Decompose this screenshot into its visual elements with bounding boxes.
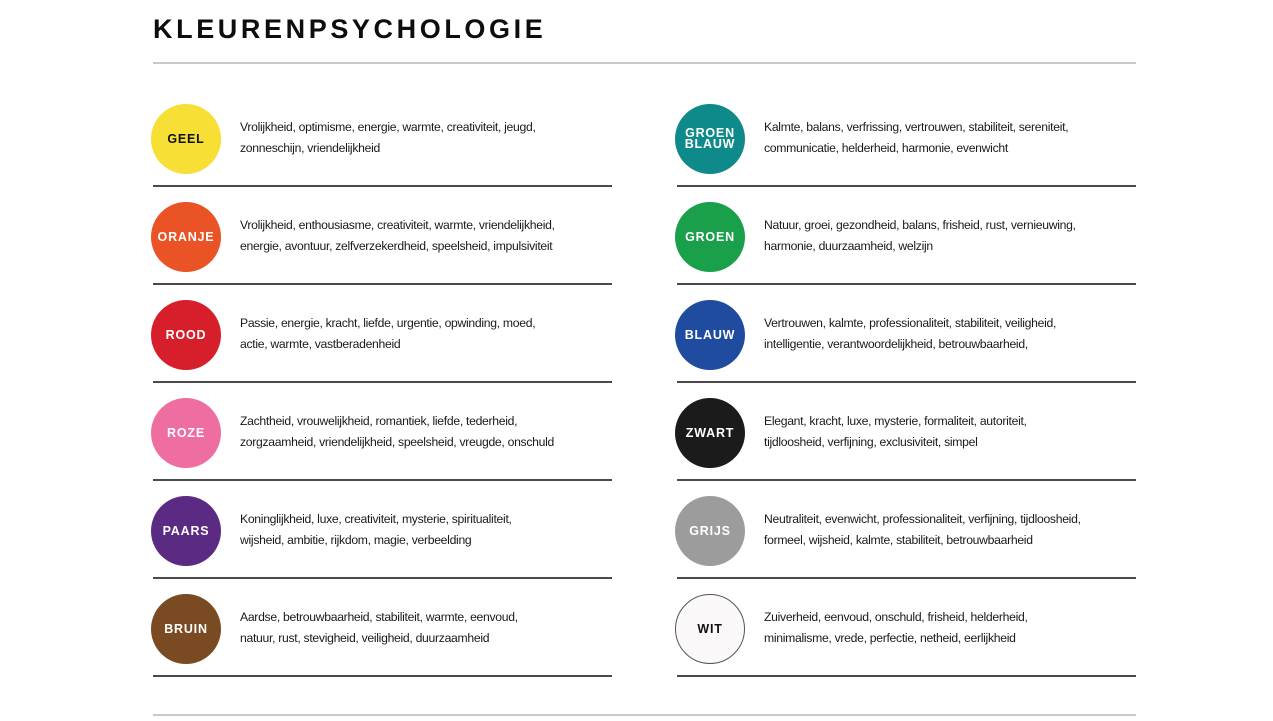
description-line: minimalisme, vrede, perfectie, netheid, eerlijkheid: [764, 631, 1016, 645]
color-description: [764, 411, 1134, 453]
description-line: energie, avontuur, zelfverzekerdheid, speelsheid, impulsiviteit: [240, 239, 553, 253]
color-swatch: ZWART: [675, 398, 745, 468]
color-swatch: ROZE: [151, 398, 221, 468]
description-line: Elegant, kracht, luxe, mysterie, formaliteit, autoriteit,: [764, 414, 1027, 428]
description-line: Neutraliteit, evenwicht, professionaliteit, verfijning, tijdloosheid,: [764, 512, 1081, 526]
description-line: intelligentie, verantwoordelijkheid, betrouwbaarheid,: [764, 337, 1028, 351]
color-description: [240, 607, 610, 649]
color-swatch: PAARS: [151, 496, 221, 566]
color-description: [240, 509, 610, 551]
color-row: [677, 89, 1136, 187]
color-swatch: BLAUW: [675, 300, 745, 370]
description-line: Passie, energie, kracht, liefde, urgentie, opwinding, moed,: [240, 316, 536, 330]
color-row: [153, 481, 612, 579]
color-row: [153, 187, 612, 285]
page-title: KLEURENPSYCHOLOGIE: [153, 14, 547, 44]
description-line: Kalmte, balans, verfrissing, vertrouwen, stabiliteit, sereniteit,: [764, 120, 1069, 134]
description-line: harmonie, duurzaamheid, welzijn: [764, 239, 933, 253]
color-row: [677, 383, 1136, 481]
color-swatch: GROEN: [675, 202, 745, 272]
color-row: [677, 187, 1136, 285]
color-row: [153, 579, 612, 677]
description-line: Vrolijkheid, enthousiasme, creativiteit, warmte, vriendelijkheid,: [240, 218, 555, 232]
right-column: [677, 89, 1136, 677]
bottom-divider: [153, 714, 1136, 716]
description-line: tijdloosheid, verfijning, exclusiviteit, simpel: [764, 435, 978, 449]
description-line: Zachtheid, vrouwelijkheid, romantiek, liefde, tederheid,: [240, 414, 518, 428]
description-line: zorgzaamheid, vriendelijkheid, speelsheid, vreugde, onschuld: [240, 435, 554, 449]
description-line: Aardse, betrouwbaarheid, stabiliteit, warmte, eenvoud,: [240, 610, 518, 624]
color-row: [677, 285, 1136, 383]
color-row: [677, 579, 1136, 677]
description-line: actie, warmte, vastberadenheid: [240, 337, 401, 351]
color-row: [153, 285, 612, 383]
description-line: zonneschijn, vriendelijkheid: [240, 141, 380, 155]
color-row: [153, 383, 612, 481]
description-line: formeel, wijsheid, kalmte, stabiliteit, betrouwbaarheid: [764, 533, 1033, 547]
color-description: [764, 509, 1134, 551]
color-description: [240, 215, 610, 257]
description-line: wijsheid, ambitie, rijkdom, magie, verbeelding: [240, 533, 472, 547]
color-description: [764, 117, 1134, 159]
color-row: [677, 481, 1136, 579]
color-description: [764, 313, 1134, 355]
description-line: Zuiverheid, eenvoud, onschuld, frisheid, helderheid,: [764, 610, 1028, 624]
description-line: Vrolijkheid, optimisme, energie, warmte, creativiteit, jeugd,: [240, 120, 536, 134]
color-swatch: WIT: [675, 594, 745, 664]
color-swatch: ORANJE: [151, 202, 221, 272]
color-description: [240, 117, 610, 159]
description-line: communicatie, helderheid, harmonie, evenwicht: [764, 141, 1008, 155]
description-line: natuur, rust, stevigheid, veiligheid, duurzaamheid: [240, 631, 490, 645]
description-line: Koninglijkheid, luxe, creativiteit, mysterie, spiritualiteit,: [240, 512, 512, 526]
color-swatch: BRUIN: [151, 594, 221, 664]
description-line: Natuur, groei, gezondheid, balans, frisheid, rust, vernieuwing,: [764, 218, 1076, 232]
top-divider: [153, 62, 1136, 64]
description-line: Vertrouwen, kalmte, professionaliteit, stabiliteit, veiligheid,: [764, 316, 1057, 330]
left-column: [153, 89, 612, 677]
color-description: [764, 215, 1134, 257]
color-swatch: GROEN BLAUW: [675, 104, 745, 174]
color-description: [764, 607, 1134, 649]
color-description: [240, 411, 610, 453]
color-swatch: GEEL: [151, 104, 221, 174]
color-row: [153, 89, 612, 187]
color-swatch: GRIJS: [675, 496, 745, 566]
color-description: [240, 313, 610, 355]
color-swatch: ROOD: [151, 300, 221, 370]
